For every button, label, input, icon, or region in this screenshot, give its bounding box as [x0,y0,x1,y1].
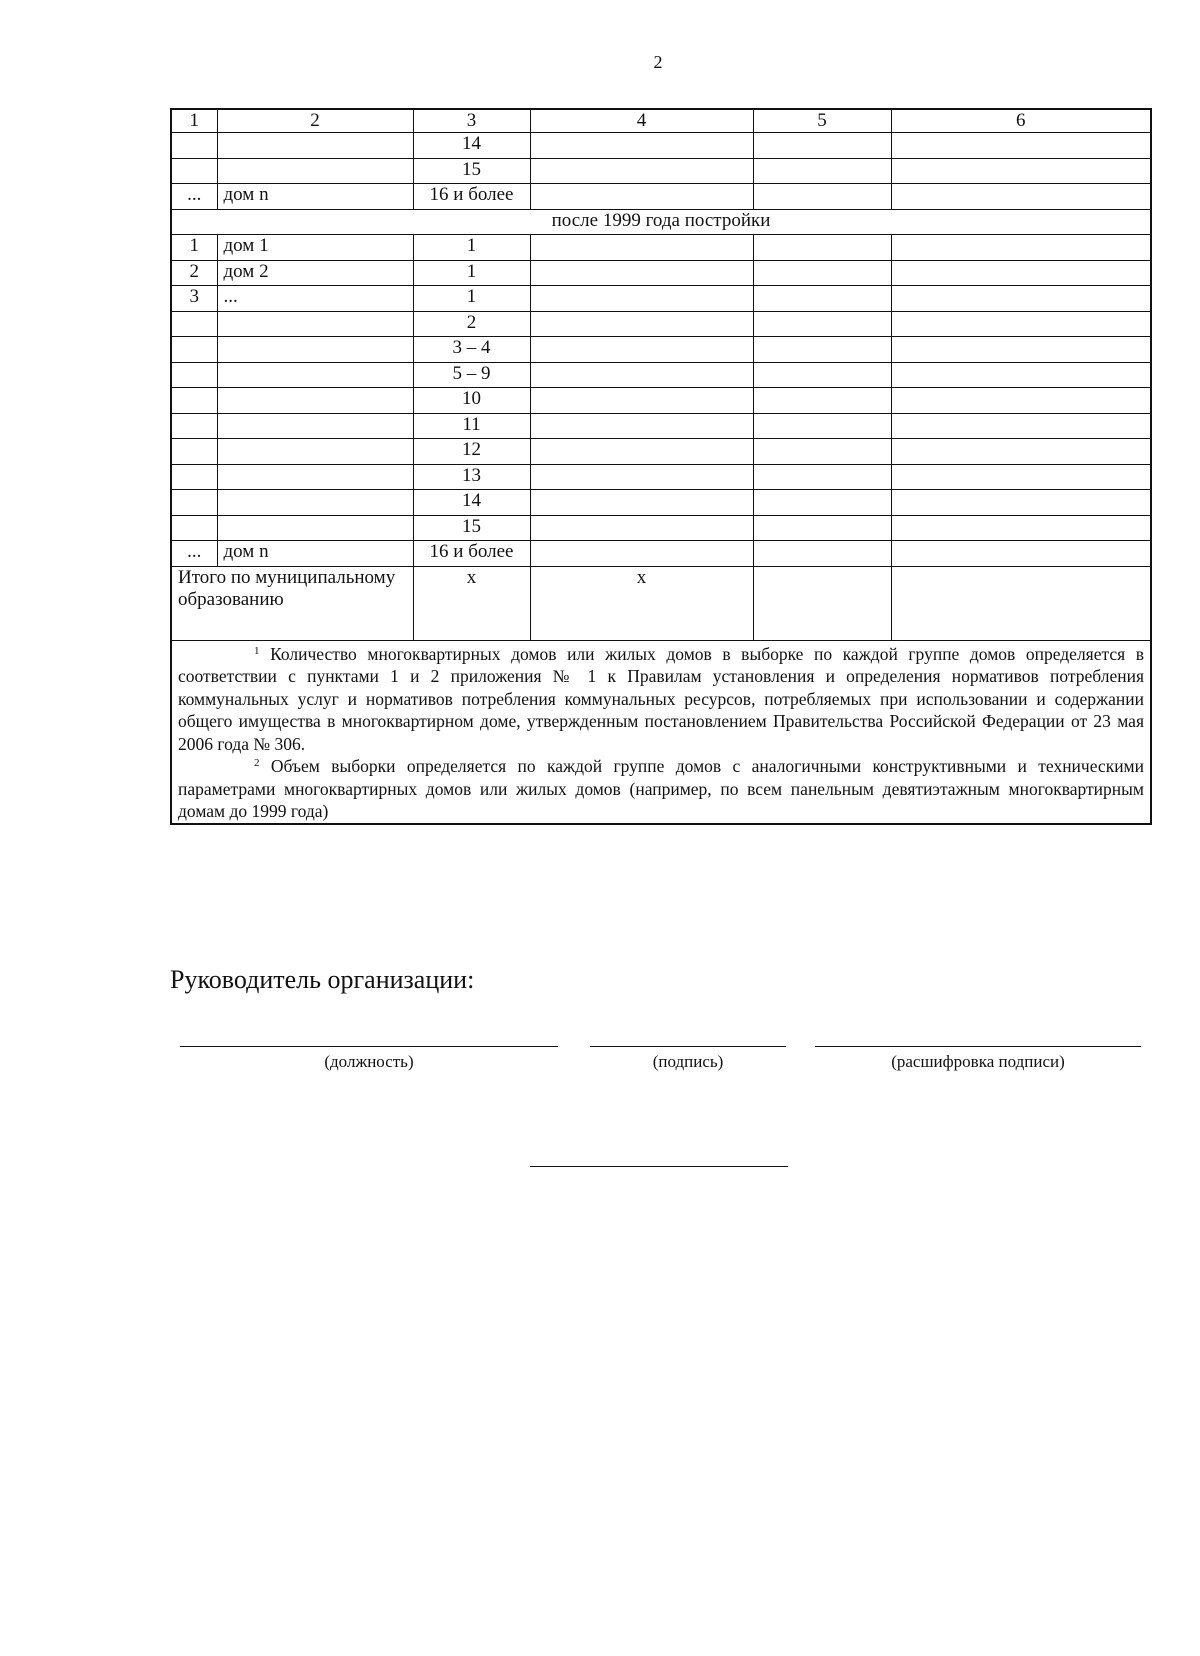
floors-cell: 15 [413,515,530,541]
col6-cell [891,362,1151,388]
house-cell [217,413,413,439]
col5-cell [753,541,891,567]
col5-cell [753,362,891,388]
col5-cell [753,490,891,516]
column-number: 3 [413,109,530,133]
col4-cell [530,413,753,439]
floors-cell: 14 [413,133,530,159]
footnote-mark: 2 [254,757,260,769]
name-line [815,1046,1141,1047]
table-row [171,413,1151,439]
row-number-cell [171,439,217,465]
floors-cell: 2 [413,311,530,337]
total-row [171,566,1151,640]
row-number-cell [171,311,217,337]
floors-cell: 1 [413,286,530,312]
col6-cell [891,515,1151,541]
footnote-text: Объем выборки определяется по каждой группе домов с аналогичными конструктивными и техническими параметрами многоквартирных домов или жилых домов (например, по всем панельным девятиэтажным многоквартирным домам до 1999 года) [178,756,1144,821]
footnote-2 [178,755,1144,823]
col4-cell [530,490,753,516]
table-row [171,184,1151,210]
floors-cell: 1 [413,235,530,261]
house-cell [217,490,413,516]
row-number-cell [171,388,217,414]
col4-cell [530,184,753,210]
row-number-cell [171,362,217,388]
house-cell: ... [217,286,413,312]
row-number-cell: ... [171,184,217,210]
house-cell: дом 1 [217,235,413,261]
col5-cell [753,439,891,465]
col4-cell [530,464,753,490]
col6-cell [891,337,1151,363]
col4-cell [530,439,753,465]
name-caption: (расшифровка подписи) [891,1052,1065,1071]
col6-cell [891,388,1151,414]
col6-cell [891,464,1151,490]
table-row [171,388,1151,414]
col4-cell [530,260,753,286]
table-row [171,439,1151,465]
house-cell [217,464,413,490]
table-row [171,158,1151,184]
row-number-cell [171,133,217,159]
end-line [530,1166,788,1167]
column-number: 4 [530,109,753,133]
table-row [171,362,1151,388]
table-row [171,260,1151,286]
col6-cell [891,541,1151,567]
position-caption: (должность) [324,1052,414,1071]
signer-title: Руководитель организации: [170,965,475,994]
col5-cell [753,260,891,286]
row-number-cell [171,158,217,184]
table-row [171,133,1151,159]
total-col6 [891,566,1151,640]
floors-cell: 16 и более [413,541,530,567]
col5-cell [753,515,891,541]
footnote-text: Количество многоквартирных домов или жилых домов в выборке по каждой группе домов определяется в соответствии с пунктами 1 и 2 приложения № 1 к Правилам установления и определения нормативов потребления коммунальных услуг и нормативов потребления коммунальных ресурсов, потребляемых при использовании и содержании общего имущества в многоквартирном доме, утвержденным постановлением Правительства Российской Федерации от 23 мая 2006 года № 306. [178,643,1145,754]
section-heading: после 1999 года постройки [171,209,1151,235]
col4-cell [530,133,753,159]
col6-cell [891,260,1151,286]
col6-cell [891,158,1151,184]
house-cell: дом 2 [217,260,413,286]
col5-cell [753,337,891,363]
total-col4: х [530,566,753,640]
position-line [180,1046,558,1047]
col6-cell [891,439,1151,465]
col4-cell [530,515,753,541]
sample-table [170,108,1152,825]
table-row [171,515,1151,541]
total-label: Итого по муниципальному образованию [171,566,413,640]
floors-cell: 12 [413,439,530,465]
col5-cell [753,235,891,261]
col5-cell [753,413,891,439]
table-row [171,235,1151,261]
col4-cell [530,286,753,312]
house-cell [217,133,413,159]
col5-cell [753,464,891,490]
column-number: 6 [891,109,1151,133]
floors-cell: 1 [413,260,530,286]
table-row [171,541,1151,567]
footnotes [171,640,1151,824]
footnotes-row [171,640,1151,824]
floors-cell: 10 [413,388,530,414]
house-cell [217,311,413,337]
col6-cell [891,184,1151,210]
footnote-mark: 1 [254,644,260,657]
column-number: 5 [753,109,891,133]
row-number-cell: ... [171,541,217,567]
col5-cell [753,311,891,337]
table-row [171,490,1151,516]
col6-cell [891,133,1151,159]
col4-cell [530,541,753,567]
col6-cell [891,286,1151,312]
row-number-cell [171,337,217,363]
col4-cell [530,362,753,388]
col6-cell [891,311,1151,337]
floors-cell: 13 [413,464,530,490]
row-number-cell: 1 [171,235,217,261]
house-cell [217,439,413,465]
col4-cell [530,158,753,184]
column-number-row [171,109,1151,133]
total-col3: х [413,566,530,640]
col6-cell [891,413,1151,439]
col6-cell [891,490,1151,516]
floors-cell: 3 – 4 [413,337,530,363]
row-number-cell: 2 [171,260,217,286]
floors-cell: 11 [413,413,530,439]
house-cell [217,362,413,388]
floors-cell: 16 и более [413,184,530,210]
house-cell: дом n [217,541,413,567]
floors-cell: 14 [413,490,530,516]
row-number-cell [171,464,217,490]
table-row [171,286,1151,312]
col4-cell [530,235,753,261]
row-number-cell: 3 [171,286,217,312]
column-number: 1 [171,109,217,133]
row-number-cell [171,413,217,439]
house-cell [217,337,413,363]
house-cell [217,515,413,541]
col5-cell [753,158,891,184]
house-cell [217,388,413,414]
col6-cell [891,235,1151,261]
signature-line [590,1046,786,1047]
row-number-cell [171,490,217,516]
column-number: 2 [217,109,413,133]
col5-cell [753,184,891,210]
col5-cell [753,133,891,159]
row-number-cell [171,515,217,541]
col5-cell [753,286,891,312]
section-row [171,209,1151,235]
footnote-1 [178,643,1144,756]
floors-cell: 5 – 9 [413,362,530,388]
table-row [171,311,1151,337]
house-cell: дом n [217,184,413,210]
col5-cell [753,388,891,414]
table-row [171,337,1151,363]
table-row [171,464,1151,490]
col4-cell [530,337,753,363]
total-col5 [753,566,891,640]
signature-caption: (подпись) [652,1052,724,1071]
page-number: 2 [653,52,663,72]
col4-cell [530,388,753,414]
col4-cell [530,311,753,337]
floors-cell: 15 [413,158,530,184]
house-cell [217,158,413,184]
